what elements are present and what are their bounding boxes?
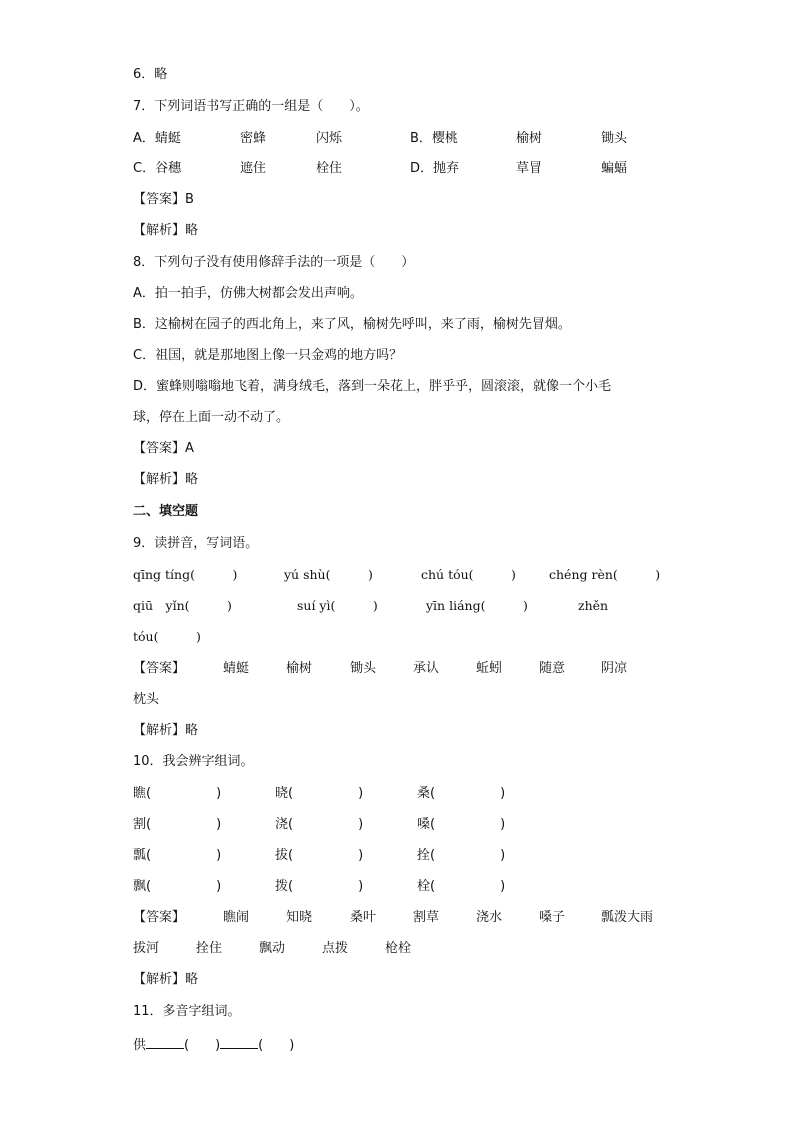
q10-item: 桑( ) <box>417 786 506 801</box>
q11-char: 供 <box>133 1038 147 1053</box>
q11-blank-1[interactable] <box>146 1034 184 1049</box>
q9-pinyin-8: zhěn <box>578 598 609 613</box>
q7-option-b-word3: 锄头 <box>601 131 628 146</box>
q10-answer: 瞧闹 <box>223 910 250 925</box>
q9-answer-4: 承认 <box>413 661 440 676</box>
q11-blank-2[interactable] <box>220 1034 258 1049</box>
q9-pinyin-8-cont: tóu( ) <box>133 629 201 644</box>
q9-pinyin-4: chéng rèn( ) <box>549 567 661 582</box>
q9-stem: 9．读拼音，写词语。 <box>133 536 259 551</box>
q7-answer: 【答案】B <box>133 192 194 207</box>
q7-option-c-word2: 遮住 <box>240 161 267 176</box>
q9-pinyin-5: qiū yǐn( ) <box>133 598 232 613</box>
q10-answer: 嗓子 <box>539 910 566 925</box>
q10-answer: 瓢泼大雨 <box>601 910 654 925</box>
q10-answer: 飘动 <box>259 941 286 956</box>
q8-option-b: B．这榆树在园子的西北角上，来了风，榆树先呼叫，来了雨，榆树先冒烟。 <box>133 317 571 332</box>
q8-analysis: 【解析】略 <box>133 472 199 487</box>
q7-option-b: B．樱桃 <box>410 131 458 146</box>
q7-option-a-word3: 闪烁 <box>316 131 343 146</box>
q8-option-c: C．祖国，就是那地图上像一只金鸡的地方吗？ <box>133 348 403 363</box>
q10-item: 浇( ) <box>275 817 364 832</box>
q8-option-d-line2: 球，停在上面一动不动了。 <box>133 410 290 425</box>
q11-stem: 11．多音字组词。 <box>133 1004 241 1019</box>
section-title: 二、填空题 <box>133 504 199 519</box>
q10-item: 拨( ) <box>275 879 364 894</box>
q7-option-d-word3: 蝙蝠 <box>601 161 628 176</box>
q11-paren-2: ( ) <box>258 1038 295 1053</box>
q10-item: 瞧( ) <box>133 786 222 801</box>
q10-stem: 10．我会辨字组词。 <box>133 754 254 769</box>
q10-item: 嗓( ) <box>417 817 506 832</box>
q9-answer-1: 蜻蜓 <box>223 661 250 676</box>
q9-answer-2: 榆树 <box>286 661 313 676</box>
q9-pinyin-1: qīng tíng( ) <box>133 567 238 582</box>
q10-item: 飘( ) <box>133 879 222 894</box>
q7-option-d-word2: 草冒 <box>516 161 543 176</box>
q6-text: 6．略 <box>133 67 168 82</box>
q9-answer-6: 随意 <box>539 661 566 676</box>
q9-answer-7: 阴凉 <box>601 661 628 676</box>
q9-pinyin-3: chú tóu( ) <box>421 567 516 582</box>
q9-pinyin-6: suí yì( ) <box>297 598 378 613</box>
q10-analysis: 【解析】略 <box>133 972 199 987</box>
q9-answer-5: 蚯蚓 <box>476 661 503 676</box>
q10-answer: 知晓 <box>286 910 313 925</box>
q7-option-d: D．抛弃 <box>410 161 460 176</box>
q10-item: 拔( ) <box>275 848 364 863</box>
q9-answer-label: 【答案】 <box>133 661 186 676</box>
q10-answer-label: 【答案】 <box>133 910 186 925</box>
q7-option-c-word3: 栓住 <box>316 161 343 176</box>
q7-option-b-word2: 榆树 <box>516 131 543 146</box>
q8-stem: 8．下列句子没有使用修辞手法的一项是（ ） <box>133 255 415 270</box>
q7-analysis: 【解析】略 <box>133 223 199 238</box>
q10-item: 晓( ) <box>275 786 364 801</box>
q10-item: 瓢( ) <box>133 848 222 863</box>
q9-answer-3: 锄头 <box>350 661 377 676</box>
q11-item <box>133 1034 294 1055</box>
q7-option-c: C．谷穗 <box>133 161 182 176</box>
q9-answer-8: 枕头 <box>133 692 160 707</box>
q8-option-d-line1: D．蜜蜂则嗡嗡地飞着，满身绒毛，落到一朵花上，胖乎乎，圆滚滚，就像一个小毛 <box>133 379 612 394</box>
q10-item: 拴( ) <box>417 848 506 863</box>
q10-answer: 拔河 <box>133 941 160 956</box>
q10-answer: 拴住 <box>196 941 223 956</box>
q10-answer: 割草 <box>413 910 440 925</box>
q9-pinyin-7: yīn liáng( ) <box>426 598 528 613</box>
q10-answer: 点拨 <box>322 941 349 956</box>
q10-answer: 枪栓 <box>385 941 412 956</box>
q8-option-a: A．拍一拍手，仿佛大树都会发出声响。 <box>133 286 363 301</box>
q10-item: 割( ) <box>133 817 222 832</box>
q10-item: 栓( ) <box>417 879 506 894</box>
q11-paren-1: ( ) <box>184 1038 221 1053</box>
q9-pinyin-2: yú shù( ) <box>284 567 373 582</box>
q8-answer: 【答案】A <box>133 441 194 456</box>
q9-analysis: 【解析】略 <box>133 723 199 738</box>
q7-stem: 7．下列词语书写正确的一组是（ ）。 <box>133 99 369 114</box>
q7-option-a: A．蜻蜓 <box>133 131 181 146</box>
q10-answer: 桑叶 <box>350 910 377 925</box>
q7-option-a-word2: 密蜂 <box>240 131 267 146</box>
q10-answer: 浇水 <box>476 910 503 925</box>
